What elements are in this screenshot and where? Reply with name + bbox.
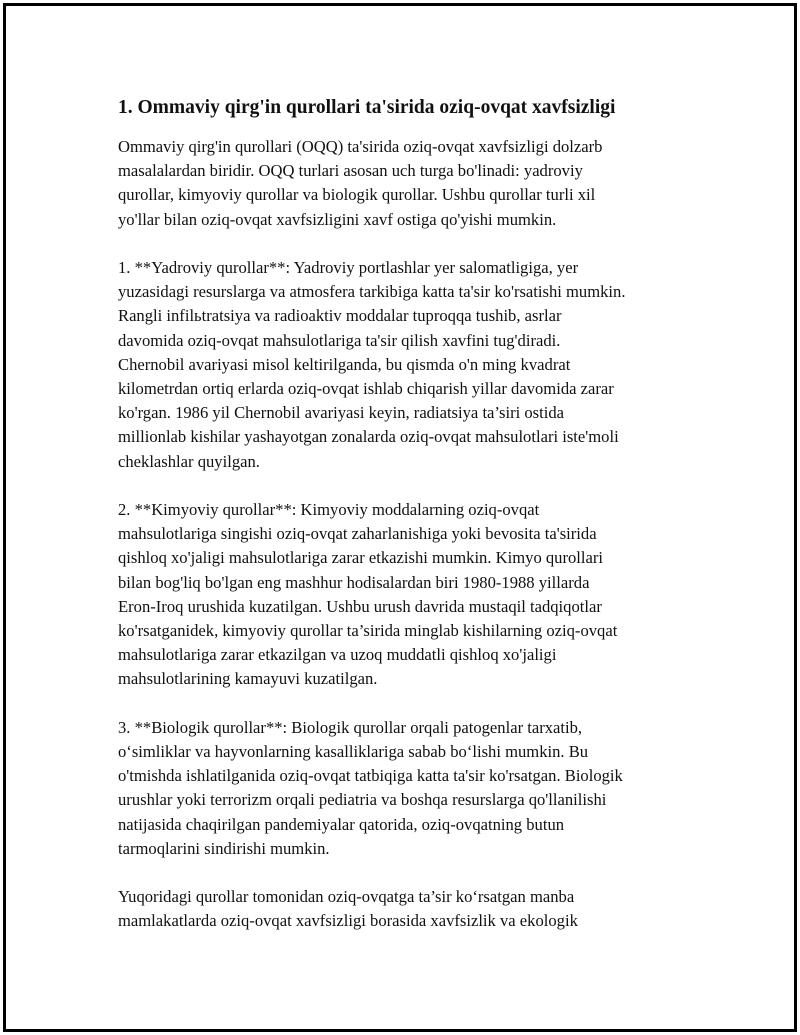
- text-line: Yuqoridagi qurollar tomonidan oziq-ovqatga ta’sir ko‘rsatgan manba: [118, 887, 575, 907]
- text-line: o'tmishda ishlatilganida oziq-ovqat tatbiqiga katta ta'sir ko'rsatgan. Biologik: [118, 766, 623, 786]
- text-line: mamlakatlarda oziq-ovqat xavfsizligi borasida xavfsizlik va ekologik: [118, 911, 578, 931]
- section-heading: 1. Ommaviy qirg'in qurollari ta'sirida oziq-ovqat xavfsizligi: [118, 97, 616, 118]
- document-body: [118, 95, 688, 958]
- text-line: 3. **Biologik qurollar**: Biologik qurollar orqali patogenlar tarxatib,: [118, 717, 583, 737]
- text-line: ko'rsatganidek, kimyoviy qurollar ta’sirida minglab kishilarning oziq-ovqat: [118, 621, 618, 641]
- text-line: bilan bog'liq bo'lgan eng mashhur hodisalardan biri 1980-1988 yillarda: [118, 572, 590, 592]
- text-line: natijasida chaqirilgan pandemiyalar qatorida, oziq-ovqatning butun: [118, 814, 565, 834]
- text-line: mahsulotlariga zarar etkazilgan va uzoq muddatli qishloq xo'jaligi: [118, 645, 557, 665]
- nuclear-weapons-paragraph: [118, 256, 688, 474]
- text-line: mahsulotlarining kamayuvi kuzatilgan.: [118, 669, 378, 689]
- text-line: urushlar yoki terrorizm orqali pediatria va boshqa resurslarga qo'llanilishi: [118, 790, 607, 810]
- biological-weapons-paragraph: [118, 716, 688, 861]
- text-line: Eron-Iroq urushida kuzatilgan. Ushbu urush davrida mustaqil tadqiqotlar: [118, 596, 602, 616]
- text-line: millionlab kishilar yashayotgan zonalarda oziq-ovqat mahsulotlari iste'moli: [118, 427, 619, 447]
- chemical-weapons-paragraph: [118, 498, 688, 692]
- intro-paragraph: [118, 135, 688, 232]
- text-line: o‘simliklar va hayvonlarning kasalliklariga sabab bo‘lishi mumkin. Bu: [118, 742, 589, 762]
- text-line: masalalardan biridir. OQQ turlari asosan uch turga bo'linadi: yadroviy: [118, 161, 583, 181]
- conclusion-paragraph: [118, 885, 688, 933]
- text-line: Ommaviy qirg'in qurollari (OQQ) ta'sirida oziq-ovqat xavfsizligi dolzarb: [118, 137, 603, 156]
- text-line: kilometrdan ortiq erlarda oziq-ovqat ishlab chiqarish yillar davomida zarar: [118, 379, 614, 399]
- text-line: yuzasidagi resurslarga va atmosfera tarkibiga katta ta'sir ko'rsatishi mumkin.: [118, 282, 626, 302]
- text-line: mahsulotlariga singishi oziq-ovqat zaharlanishiga yoki bevosita ta'sirida: [118, 524, 597, 544]
- text-line: ko'rgan. 1986 yil Chernobil avariyasi keyin, radiatsiya ta’siri ostida: [118, 403, 565, 423]
- text-line: davomida oziq-ovqat mahsulotlariga ta'sir qilish xavfini tug'diradi.: [118, 330, 561, 350]
- text-line: qishloq xo'jaligi mahsulotlariga zarar etkazishi mumkin. Kimyo qurollari: [118, 548, 604, 568]
- text-line: cheklashlar quyilgan.: [118, 451, 260, 471]
- text-line: yo'llar bilan oziq-ovqat xavfsizligini xavf ostiga qo'yishi mumkin.: [118, 209, 557, 229]
- text-line: 1. **Yadroviy qurollar**: Yadroviy portlashlar yer salomatligiga, yer: [118, 258, 579, 277]
- text-line: Chernobil avariyasi misol keltirilganda, bu qismda o'n ming kvadrat: [118, 354, 571, 374]
- text-line: tarmoqlarini sindirishi mumkin.: [118, 838, 330, 858]
- text-line: Rangli infilьtratsiya va radioaktiv moddalar tuproqqa tushib, asrlar: [118, 306, 562, 326]
- text-line: 2. **Kimyoviy qurollar**: Kimyoviy moddalarning oziq-ovqat: [118, 500, 540, 520]
- text-line: qurollar, kimyoviy qurollar va biologik qurollar. Ushbu qurollar turli xil: [118, 185, 596, 205]
